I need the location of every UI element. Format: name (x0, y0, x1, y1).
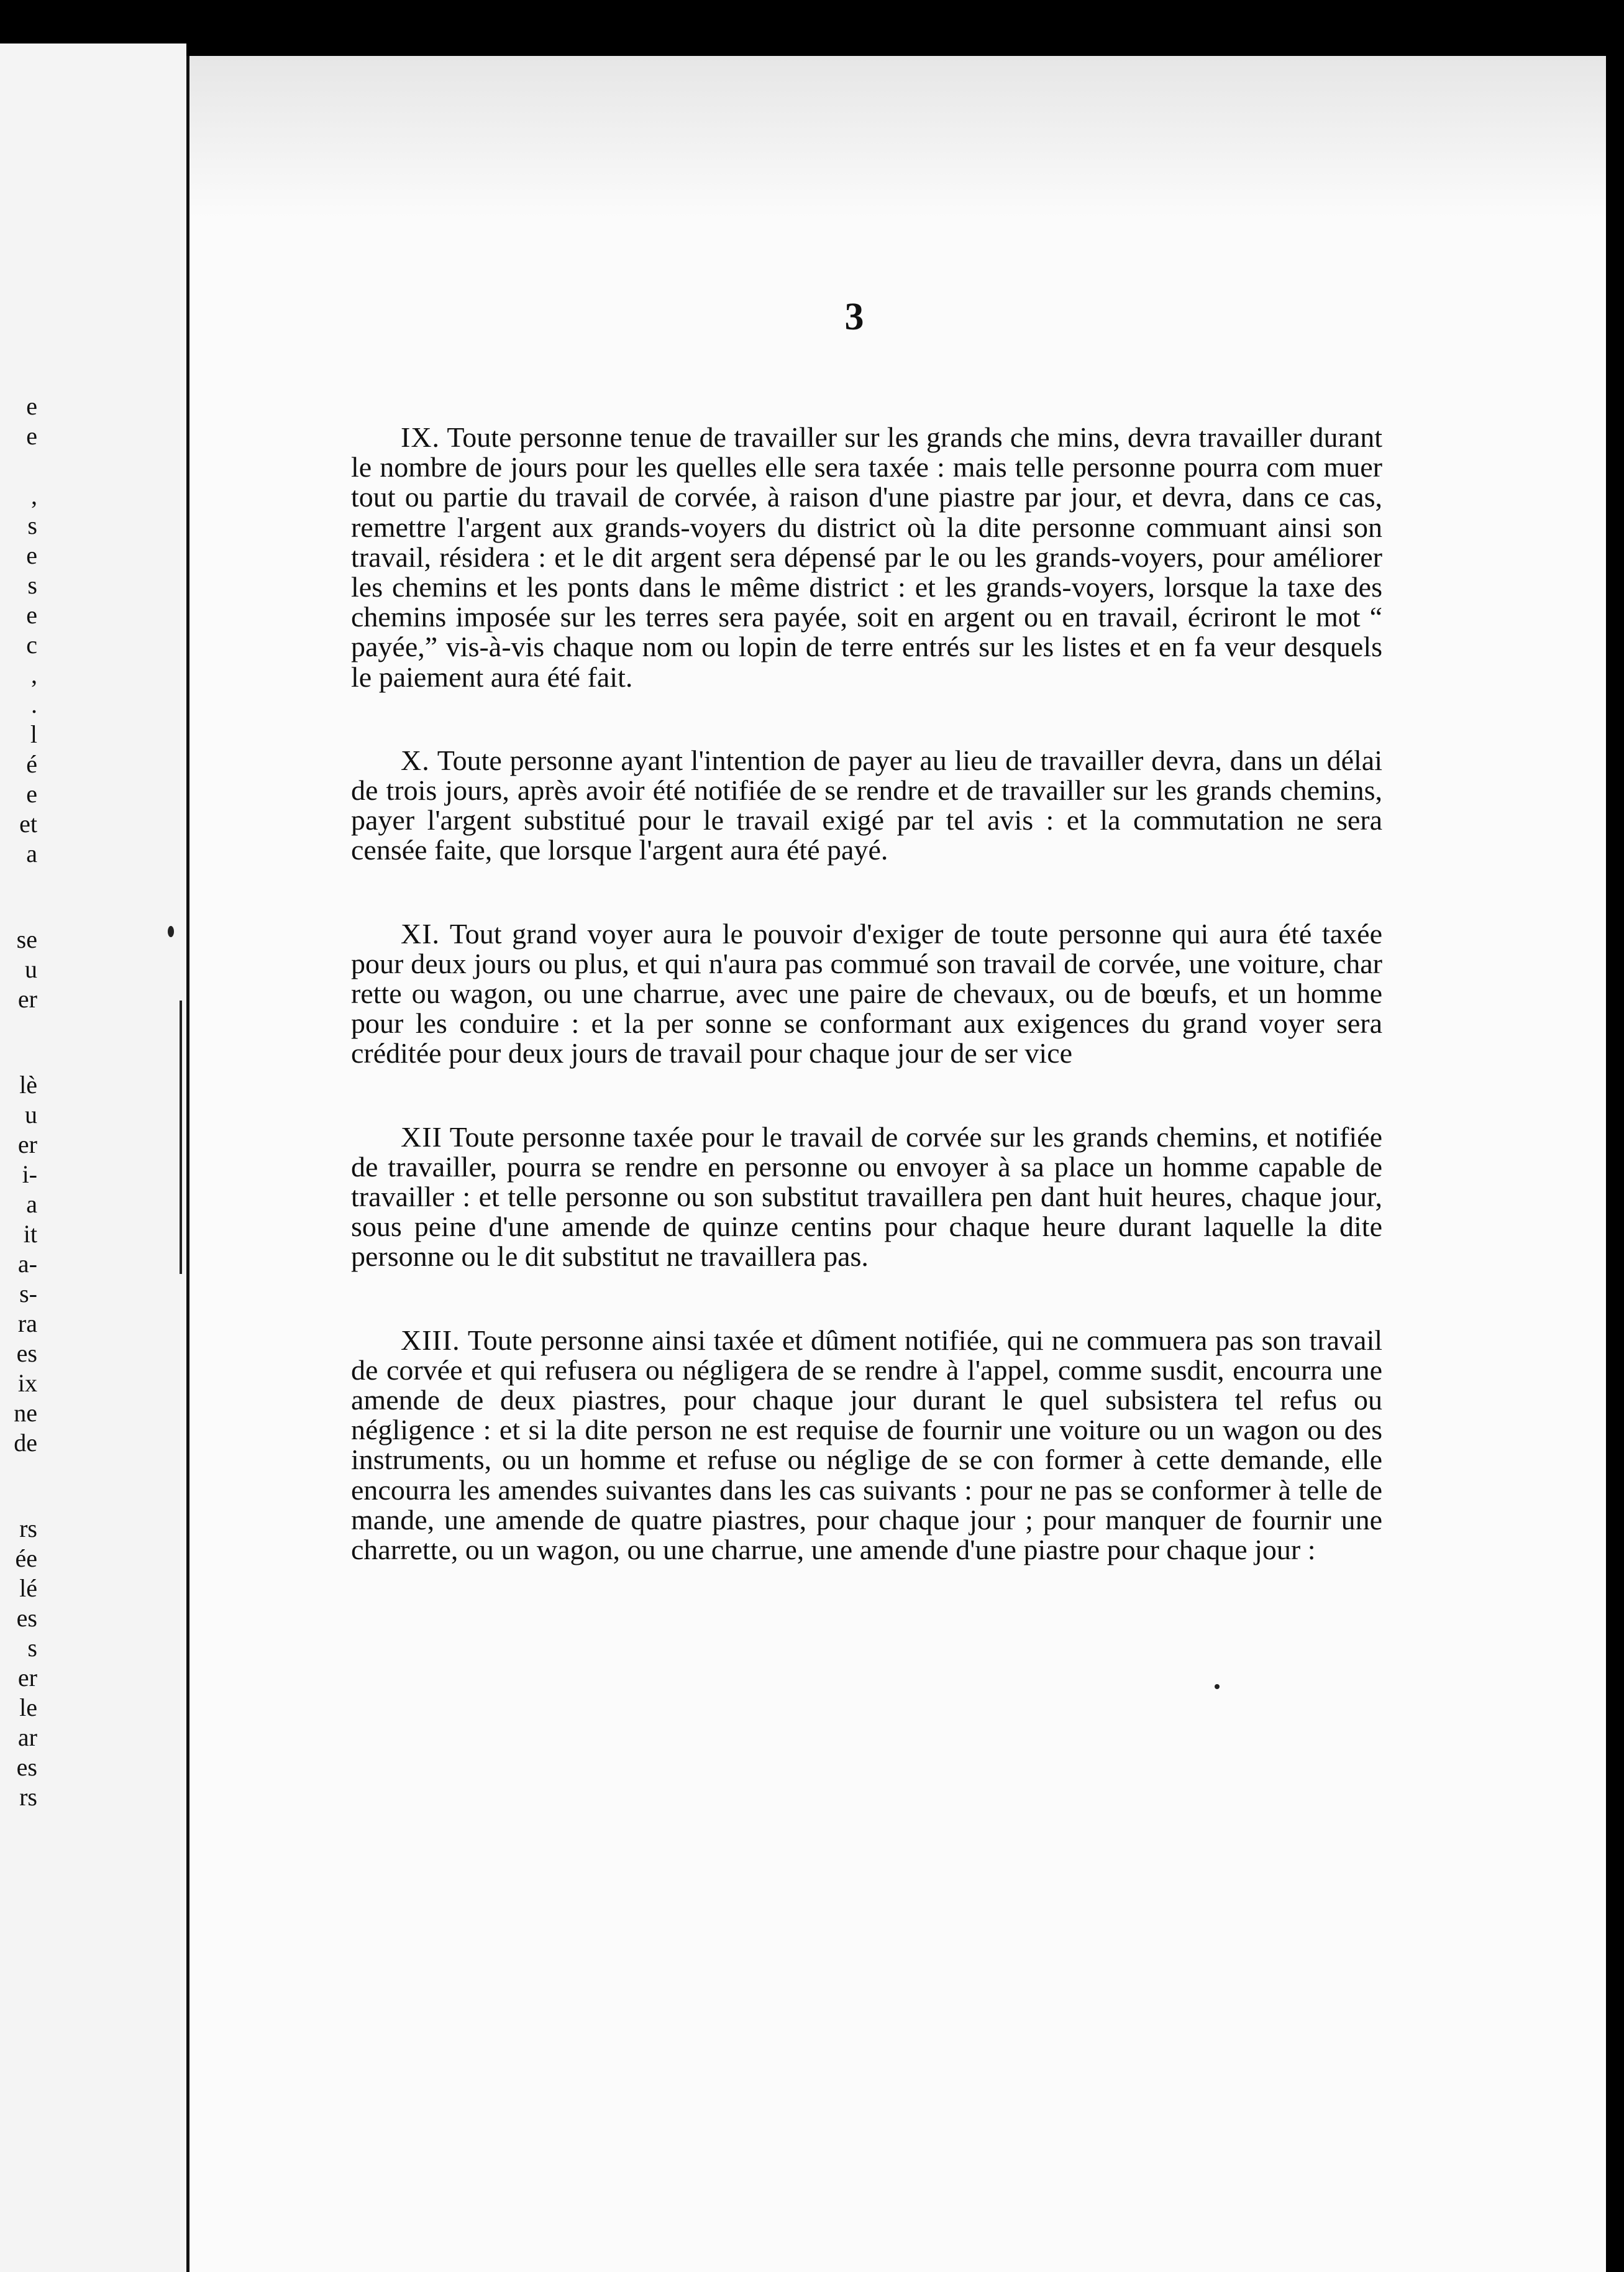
fragment-gap (0, 1458, 37, 1514)
document-page (186, 56, 1606, 2272)
fragment: ra (17, 1309, 37, 1337)
fragment-gap (0, 869, 37, 925)
fragment: a (26, 1190, 37, 1218)
adjacent-page-strip (0, 44, 186, 2272)
fragment: es (16, 1339, 37, 1367)
fragment: s (27, 1634, 37, 1662)
fragment: ée (15, 1544, 37, 1572)
fragment: er (17, 1664, 37, 1692)
fragment: de (14, 1429, 37, 1457)
fragment: a- (17, 1250, 37, 1278)
adjacent-page-fragments (0, 392, 37, 1812)
fragment: c (26, 631, 37, 659)
ink-speck (1215, 1684, 1220, 1689)
article-x (351, 746, 1382, 866)
fragment: l (30, 720, 37, 748)
fragment: u (25, 955, 37, 983)
fragment: e (26, 780, 37, 808)
article-xi (351, 919, 1382, 1069)
fragment: rs (19, 1514, 37, 1542)
article-number: IX. (401, 421, 440, 453)
article-text: Toute personne ainsi taxée et dûment notifiée, qui ne commuera pas son travail de corvée et qui refusera ou négligera de se rendre à l'appel, comme susdit, encourra une amende de deux piastres, pour chaque jour durant le quel subsistera tel refus ou négligence : et si la dite person ne est requise de fournir une voiture ou un wagon ou des instruments, ou un homme et refuse ou néglige de se con former à cette demande, elle encourra les amendes suivantes dans les cas suivants : pour ne pas se conformer à telle de mande, une amende de quatre piastres, pour chaque jour ; pour manquer de fournir une charrette, ou un wagon, ou une charrue, une amende d'une piastre pour chaque jour : (351, 1324, 1382, 1566)
fragment: s (27, 571, 37, 599)
article-number: XI. (401, 917, 440, 950)
fragment: es (16, 1604, 37, 1632)
fragment: , (31, 661, 37, 689)
article-number: XIII. (401, 1324, 460, 1356)
fragment: rs (19, 1783, 37, 1811)
article-ix (351, 423, 1382, 692)
article-text: Toute personne taxée pour le travail de corvée sur les grands chemins, et notifiée de travailler, pourra se rendre en personne ou envoyer à sa place un homme capable de travailler : et telle personne ou son substitut travaillera pen dant huit heures, chaque jour, sous peine d'une amende de quinze centins pour chaque heure durant laquelle la dite personne ou le dit substitut ne travaillera pas. (351, 1120, 1382, 1273)
fragment: s (27, 511, 37, 539)
fragment: a (26, 840, 37, 868)
article-text: Toute personne ayant l'intention de payer au lieu de travailler devra, dans un délai de trois jours, après avoir été notifiée de se rendre et de travailler sur les grands chemins, payer l'argent substitué pour le travail exigé par tel avis : et la commutation ne sera censée faite, que lorsque l'argent aura été payé. (351, 744, 1382, 866)
fragment: ne (14, 1399, 37, 1427)
fragment: le (19, 1693, 37, 1721)
fragment: ar (17, 1723, 37, 1751)
fragment-gap (0, 1014, 37, 1070)
fragment: ix (17, 1369, 37, 1397)
fragment: it (23, 1220, 37, 1248)
fragment: , (31, 482, 37, 510)
fragment: se (16, 925, 37, 953)
fragment: et (19, 810, 37, 838)
fragment: e (26, 422, 37, 450)
page-number: 3 (844, 296, 864, 338)
body-text (351, 423, 1382, 1618)
article-text: Tout grand voyer aura le pouvoir d'exiger de toute personne qui aura été taxée pour deux jours ou plus, et qui n'aura pas commué son travail de corvée, une voiture, char rette ou wagon, ou une charrue, avec une paire de chevaux, ou de bœufs, et un homme pour les conduire : et la per sonne se conformant aux exigences du grand voyer sera créditée pour deux jours de travail pour chaque jour de ser vice (351, 917, 1382, 1070)
fragment: lé (19, 1574, 37, 1602)
fragment (0, 451, 37, 481)
fragment: lè (19, 1071, 37, 1099)
fragment: e (26, 541, 37, 569)
page-fold-line (180, 1001, 182, 1274)
article-number: XII (401, 1120, 442, 1153)
fragment: . (31, 690, 37, 718)
fragment: es (16, 1753, 37, 1781)
article-xiii (351, 1326, 1382, 1565)
page-edge-shading (189, 56, 1606, 218)
fragment: i- (22, 1160, 37, 1188)
article-xii (351, 1122, 1382, 1272)
fragment: e (26, 601, 37, 629)
fragment: e (26, 392, 37, 420)
article-text: Toute personne tenue de travailler sur les grands che mins, devra travailler durant le nombre de jours pour les quelles elle sera taxée : mais telle personne pourra com muer tout ou partie du travail de corvée, à raison d'une piastre par jour, et devra, dans ce cas, remettre l'argent aux grands-voyers du district où la dite personne commuant ainsi son travail, résidera : et le dit argent sera dépensé par le ou les grands-voyers, pour améliorer les chemins et les ponts dans le même district : et les grands-voyers, lorsque la taxe des chemins imposée sur les terres sera payée, soit en argent ou en travail, écriront le mot “ payée,” vis-à-vis chaque nom ou lopin de terre entrés sur les listes et en fa veur desquels le paiement aura été fait. (351, 421, 1383, 693)
ink-speck (168, 926, 174, 937)
fragment: u (25, 1101, 37, 1129)
fragment: s- (19, 1280, 37, 1308)
fragment: er (17, 1130, 37, 1158)
fragment: é (26, 750, 37, 778)
fragment: er (17, 985, 37, 1013)
article-number: X. (401, 744, 430, 776)
